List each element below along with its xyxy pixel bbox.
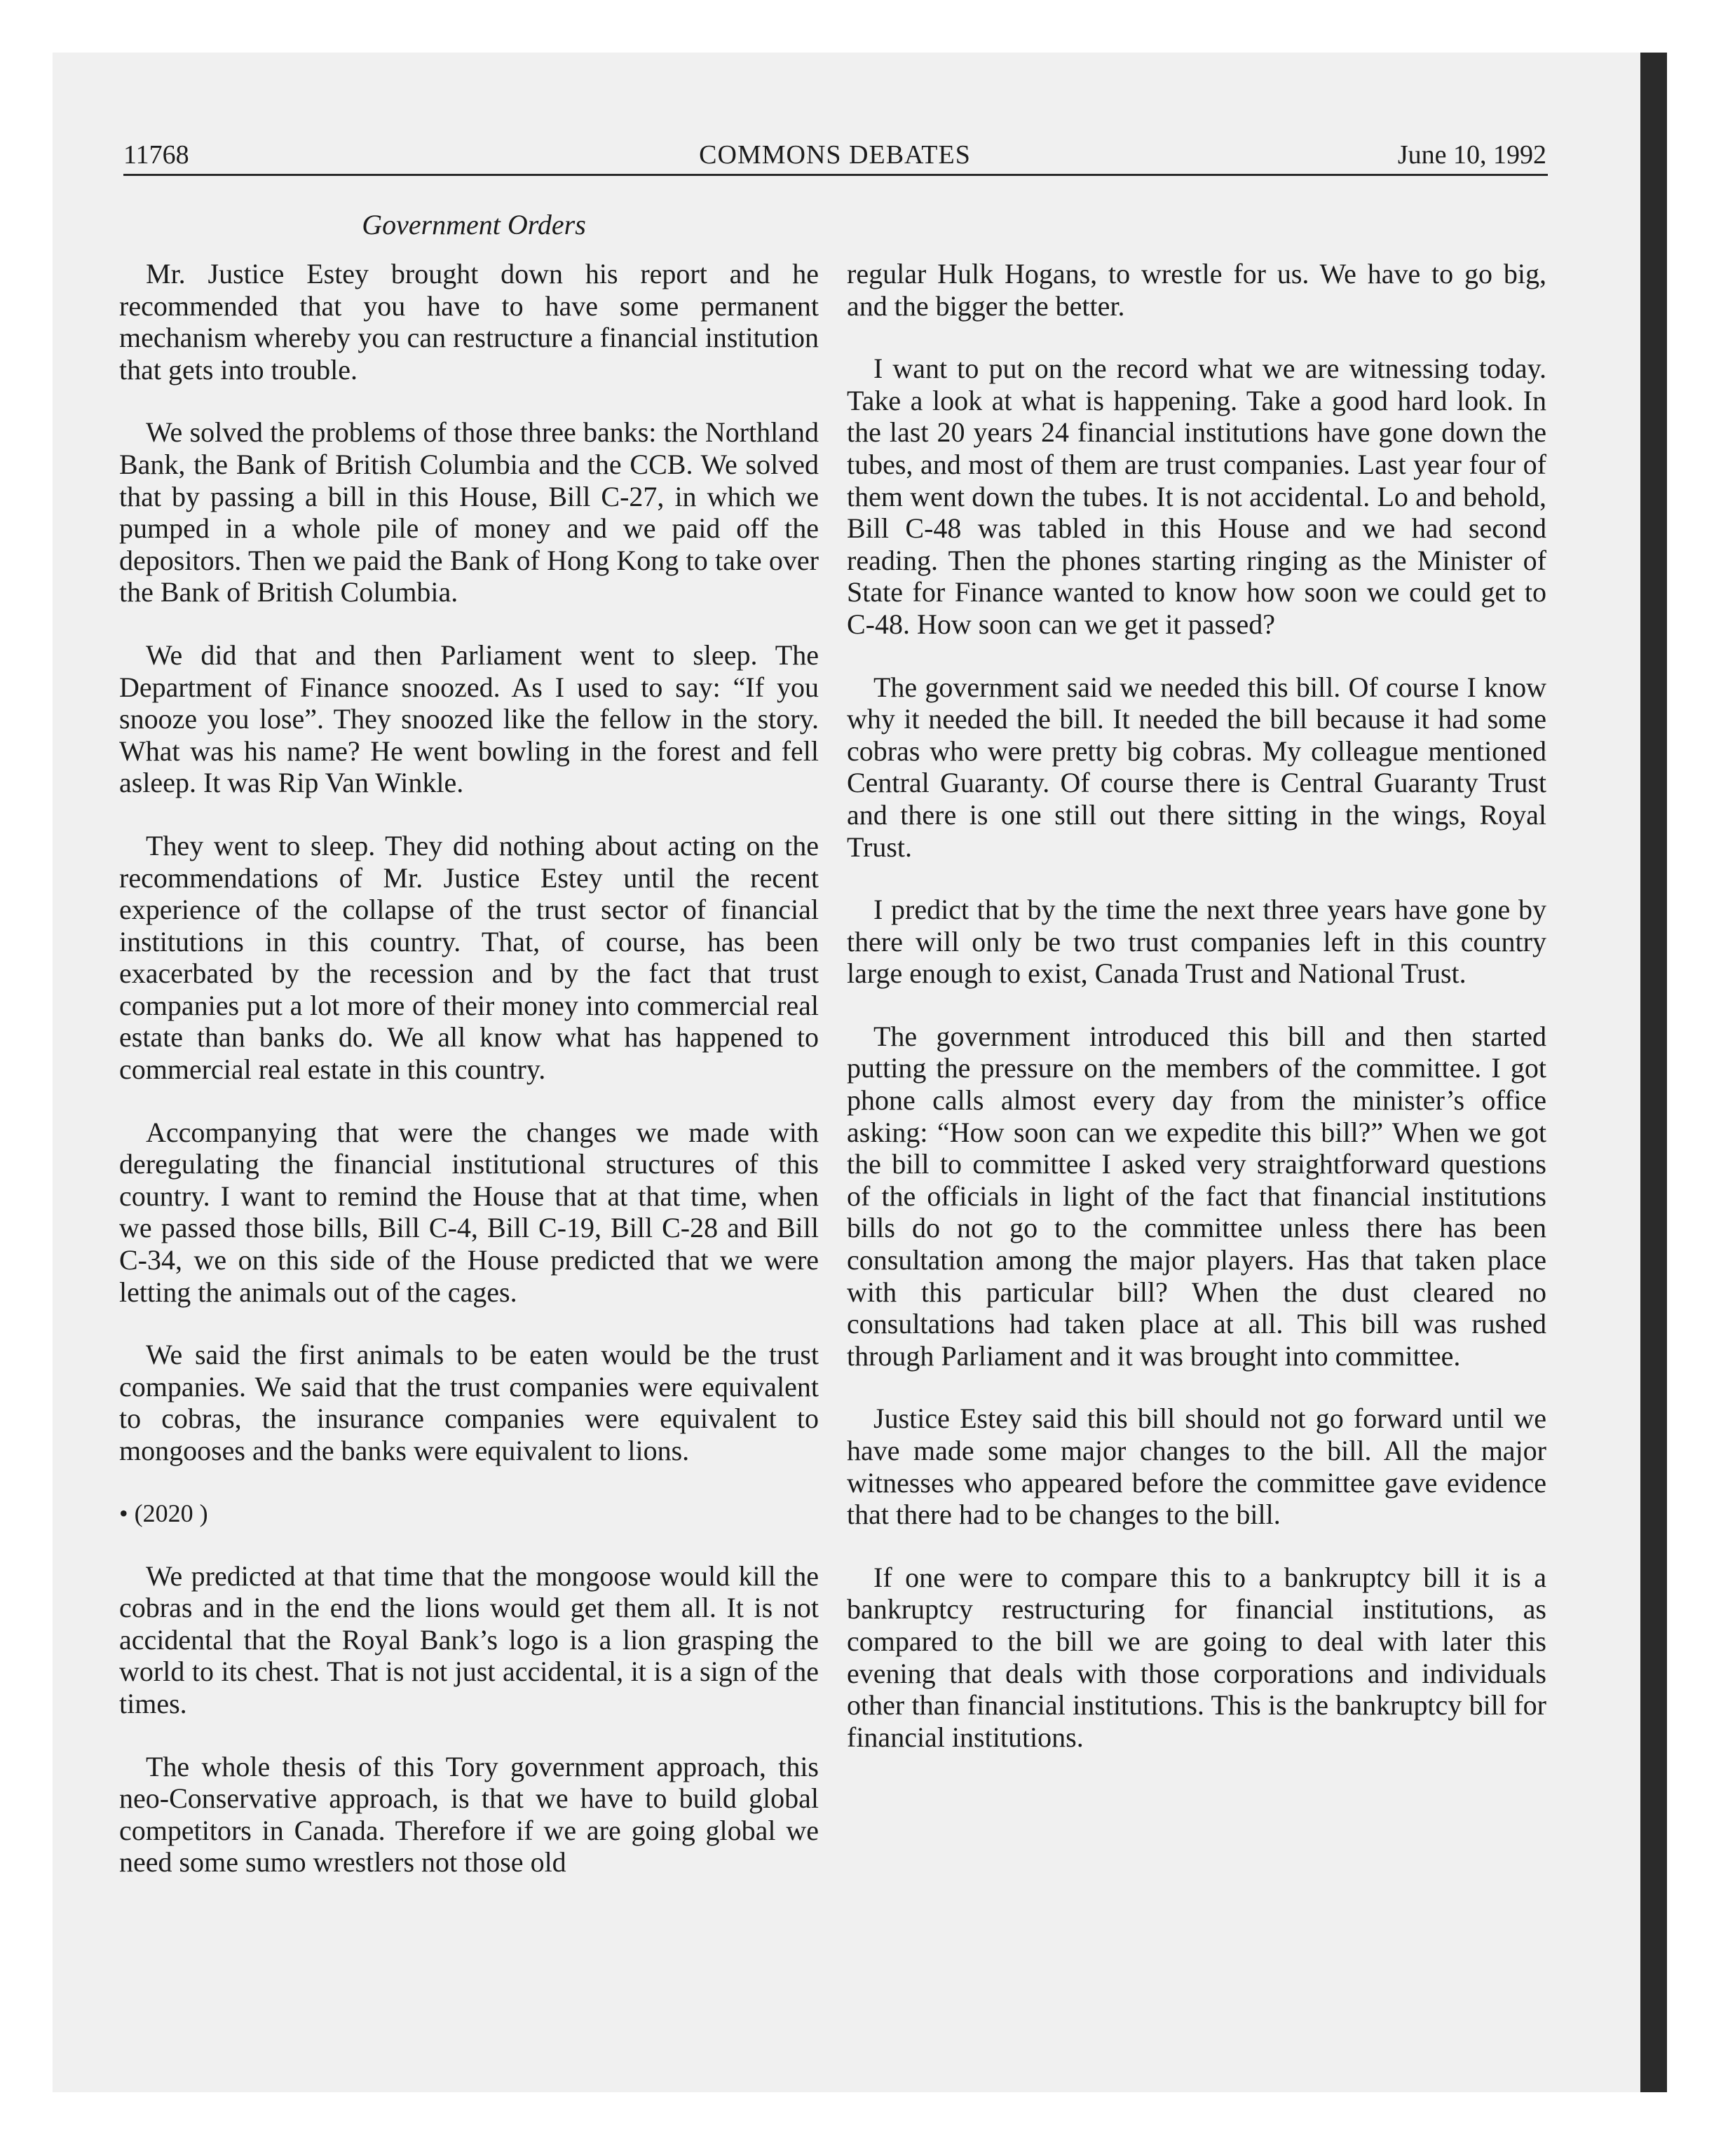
page-date: June 10, 1992 — [1397, 140, 1546, 170]
paragraph: We said the first animals to be eaten would be the trust companies. We said that the trust companies were equivalent to cobras, the insurance companies were equivalent to mongooses and the banks were equivalent to lions. — [119, 1339, 819, 1466]
time-marker: • (2020 ) — [119, 1499, 208, 1527]
paragraph-continued: regular Hulk Hogans, to wrestle for us. We have to go big, and the bigger the better. — [847, 258, 1546, 322]
page-number: 11768 — [123, 140, 189, 170]
paragraph: The whole thesis of this Tory government approach, this neo-Conservative approach, is that we have to build global competitors in Canada. Therefore if we are going global we need some sumo wrestlers not those old — [119, 1750, 819, 1878]
paragraph: We solved the problems of those three banks: the Northland Bank, the Bank of British Columbia and the CCB. We solved that by passing a bill in this House, Bill C-27, in which we pumped in a whole pile of money and we paid off the depositors. Then we paid the Bank of Hong Kong to take over the Bank of British Columbia. — [119, 416, 819, 608]
paragraph: We predicted at that time that the mongoose would kill the cobras and in the end the lions would get them all. It is not accidental that the Royal Bank’s logo is a lion grasping the world to its chest. That is not just accidental, it is a sign of the times. — [119, 1560, 819, 1719]
paragraph: I want to put on the record what we are witnessing today. Take a look at what is happening. Take a good hard look. In the last 20 years 24 financial institutions have gone down the tubes, and most of them are trust companies. Last year four of them went down the tubes. It is not accidental. Lo and behold, Bill C-48 was tabled in this House and we had second reading. Then the phones starting ringing as the Minister of State for Finance wanted to know how soon we could get to C-48. How soon can we get it passed? — [847, 353, 1546, 640]
paragraph: Accompanying that were the changes we made with deregulating the financial institutional structures of this country. I want to remind the House that at that time, when we passed those bills, Bill C-4, Bill C-19, Bill C-28 and Bill C-34, we on this side of the House predicted that we were letting the animals out of the cages. — [119, 1116, 819, 1308]
paragraph: Mr. Justice Estey brought down his report and he recommended that you have to have some permanent mechanism whereby you can restructure a financial institution that gets into trouble. — [119, 258, 819, 386]
section-heading: Government Orders — [362, 209, 586, 240]
page-header — [123, 137, 1546, 172]
paragraph: Justice Estey said this bill should not go forward until we have made some major changes to the bill. All the major witnesses who appeared before the committee gave evidence that there had to be changes to the bill. — [847, 1403, 1546, 1531]
paragraph: The government said we needed this bill. Of course I know why it needed the bill. It needed the bill because it had some cobras who were pretty big cobras. My colleague mentioned Central Guaranty. Of course there is Central Guaranty Trust and there is one still out there sitting in the wings, Royal Trust. — [847, 671, 1546, 863]
paragraph: The government introduced this bill and then started putting the pressure on the members of the committee. I got phone calls almost every day from the minister’s office asking: “How soon can we expedite this bill?” When we got the bill to committee I asked very straightforward questions of the officials in light of the fact that financial institutions bills do not go to the committee unless there has been consultation among the major players. Has that taken place with this particular bill? When the dust cleared no consultations had taken place at all. This bill was rushed through Parliament and it was brought into committee. — [847, 1020, 1546, 1372]
publication-title: COMMONS DEBATES — [699, 140, 971, 170]
header-rule — [123, 174, 1548, 176]
paragraph: We did that and then Parliament went to sleep. The Department of Finance snoozed. As I used to say: “If you snooze you lose”. They snoozed like the fellow in the story. What was his name? He went bowling in the forest and fell asleep. It was Rip Van Winkle. — [119, 639, 819, 799]
paragraph: They went to sleep. They did nothing about acting on the recommendations of Mr. Justice Estey until the recent experience of the collapse of the trust sector of financial institutions in this country. That, of course, has been exacerbated by the recession and by the fact that trust companies put a lot more of their money into commercial real estate than banks do. We all know what has happened to commercial real estate in this country. — [119, 829, 819, 1086]
scan-edge-shadow — [1640, 53, 1667, 2092]
paragraph: If one were to compare this to a bankruptcy bill it is a bankruptcy restructuring for financial institutions, as compared to the bill we are going to deal with later this evening that deals with those corporations and individuals other than financial institutions. This is the bankruptcy bill for financial institutions. — [847, 1561, 1546, 1753]
paragraph: I predict that by the time the next three years have gone by there will only be two trust companies left in this country large enough to exist, Canada Trust and National Trust. — [847, 894, 1546, 990]
left-column — [119, 258, 819, 1909]
right-column — [847, 258, 1546, 1784]
